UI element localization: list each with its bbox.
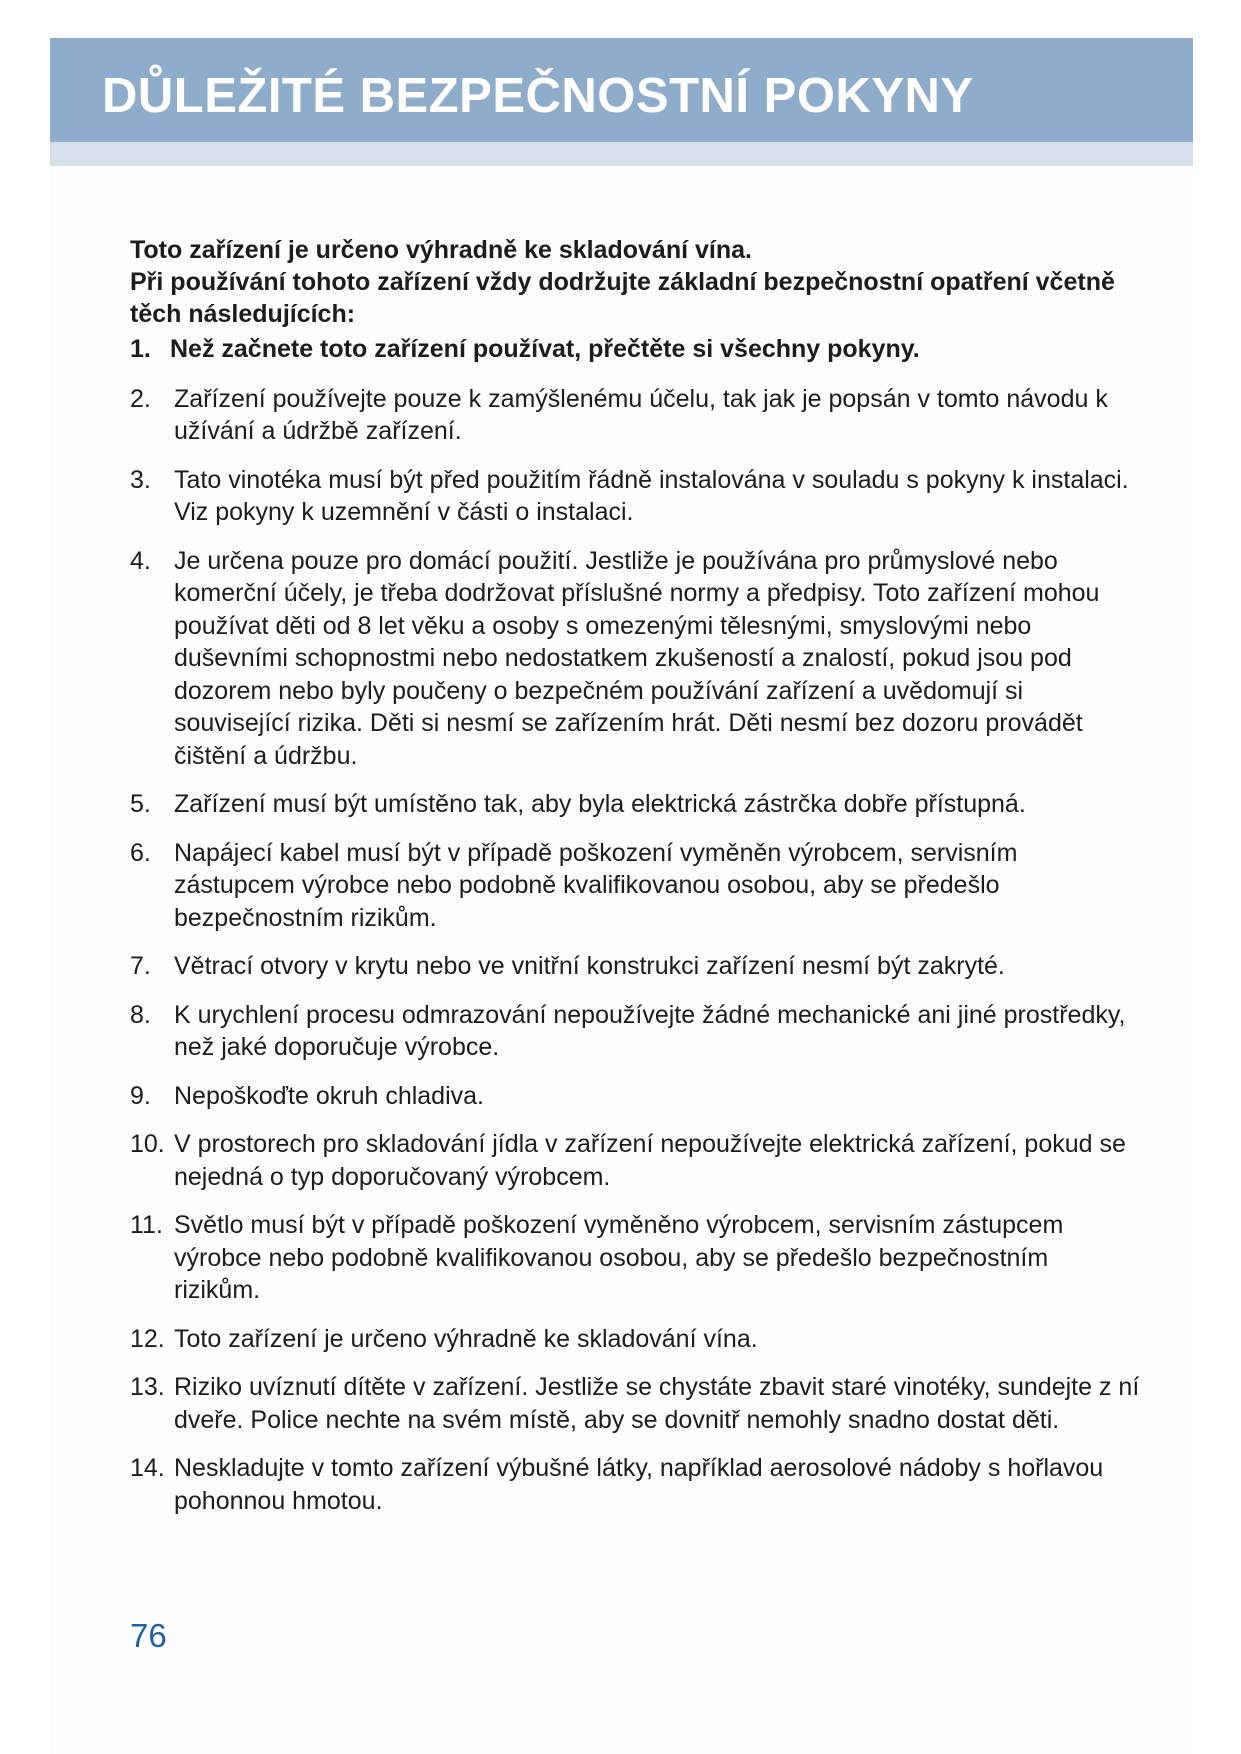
intro xyxy=(130,234,1140,330)
rule-text: Napájecí kabel musí být v případě poškození vyměněn výrobcem, servisním zástupcem výrobce nebo podobně kvalifikovanou osobou, aby se předešlo bezpečnostním rizikům. xyxy=(174,838,1018,932)
rule-text: K urychlení procesu odmrazování nepoužívejte žádné mechanické ani jiné prostředky, než jaké doporučuje výrobce. xyxy=(174,1000,1126,1061)
rule-number: 6. xyxy=(130,838,151,867)
rule-number: 5. xyxy=(130,790,151,818)
page-title: DŮLEŽITÉ BEZPEČNOSTNÍ POKYNY xyxy=(102,69,974,123)
rule-text: Než začnete toto zařízení používat, přečtěte si všechny pokyny. xyxy=(170,335,920,363)
rule-number: 13. xyxy=(130,1373,165,1401)
rule-text: Tato vinotéka musí být před použitím řádně instalována v souladu s pokyny k instalaci. Viz pokyny k uzemnění v části o instalaci. xyxy=(174,465,1129,526)
rule-number: 4. xyxy=(130,546,151,575)
rule-item-13 xyxy=(130,1371,1140,1436)
rule-text: Zařízení musí být umístěno tak, aby byla elektrická zástrčka dobře přístupná. xyxy=(174,790,1026,818)
rule-text: Toto zařízení je určeno výhradně ke skladování vína. xyxy=(174,1324,758,1353)
rule-number: 7. xyxy=(130,952,151,980)
rule-item-3 xyxy=(130,464,1140,529)
rule-item-2 xyxy=(130,383,1140,448)
rule-item-11 xyxy=(130,1209,1140,1307)
rule-text: Neskladujte v tomto zařízení výbušné látky, například aerosolové nádoby s hořlavou pohonnou hmotou. xyxy=(174,1454,1104,1515)
intro-line-2: Při používání tohoto zařízení vždy dodržujte základní bezpečnostní opatření včetně těch následujících: xyxy=(130,268,1115,328)
rule-number: 2. xyxy=(130,384,151,413)
rule-item-9 xyxy=(130,1080,1140,1113)
rule-text: Světlo musí být v případě poškození vyměněno výrobcem, servisním zástupcem výrobce nebo podobně kvalifikovanou osobou, aby se předešlo bezpečnostním rizikům. xyxy=(174,1211,1064,1304)
rule-text: Větrací otvory v krytu nebo ve vnitřní konstrukci zařízení nesmí být zakryté. xyxy=(174,952,1005,980)
rule-item-4 xyxy=(130,545,1140,773)
header-strip xyxy=(50,142,1193,166)
page-number: 76 xyxy=(130,1617,167,1654)
rule-number: 8. xyxy=(130,1000,151,1029)
content xyxy=(130,234,1140,1533)
rule-number: 1. xyxy=(130,335,151,363)
rule-text: Je určena pouze pro domácí použití. Jestliže je používána pro průmyslové nebo komerční účely, je třeba dodržovat příslušné normy a předpisy. Toto zařízení mohou používat děti od 8 let věku a osoby s omezenými tělesnými, smyslovými nebo duševními schopnostmi nebo nedostatkem zkušeností a znalostí, pokud jsou pod dozorem nebo byly poučeny o bezpečném používání zařízení a uvědomují si související rizika. Děti si nesmí se zařízením hrát. Děti nesmí bez dozoru provádět čištění a údržbu. xyxy=(174,546,1100,770)
rule-item-14 xyxy=(130,1452,1140,1517)
rule-number: 12. xyxy=(130,1324,165,1353)
rule-item-8 xyxy=(130,999,1140,1064)
rule-number: 9. xyxy=(130,1081,151,1110)
rule-number: 11. xyxy=(130,1211,163,1239)
safety-rules-list xyxy=(130,333,1140,1517)
rule-item-5 xyxy=(130,788,1140,821)
rule-item-6 xyxy=(130,837,1140,935)
rule-text: Zařízení používejte pouze k zamýšlenému účelu, tak jak je popsán v tomto návodu k užívání a údržbě zařízení. xyxy=(174,384,1108,445)
rule-item-7 xyxy=(130,950,1140,983)
rule-item-10 xyxy=(130,1128,1140,1193)
rule-number: 14. xyxy=(130,1454,165,1482)
rule-text: V prostorech pro skladování jídla v zařízení nepoužívejte elektrická zařízení, pokud se nejedná o typ doporučovaný výrobcem. xyxy=(174,1130,1126,1191)
rule-item-1 xyxy=(130,333,1140,366)
rule-number: 10. xyxy=(130,1130,165,1158)
rule-text: Riziko uvíznutí dítěte v zařízení. Jestliže se chystáte zbavit staré vinotéky, sundejte z ní dveře. Police nechte na svém místě, aby se dovnitř nemohly snadno dostat děti. xyxy=(174,1373,1140,1434)
intro-line-1: Toto zařízení je určeno výhradně ke skladování vína. xyxy=(130,236,752,264)
rule-number: 3. xyxy=(130,465,151,494)
rule-text: Nepoškoďte okruh chladiva. xyxy=(174,1081,484,1110)
rule-item-12 xyxy=(130,1323,1140,1356)
